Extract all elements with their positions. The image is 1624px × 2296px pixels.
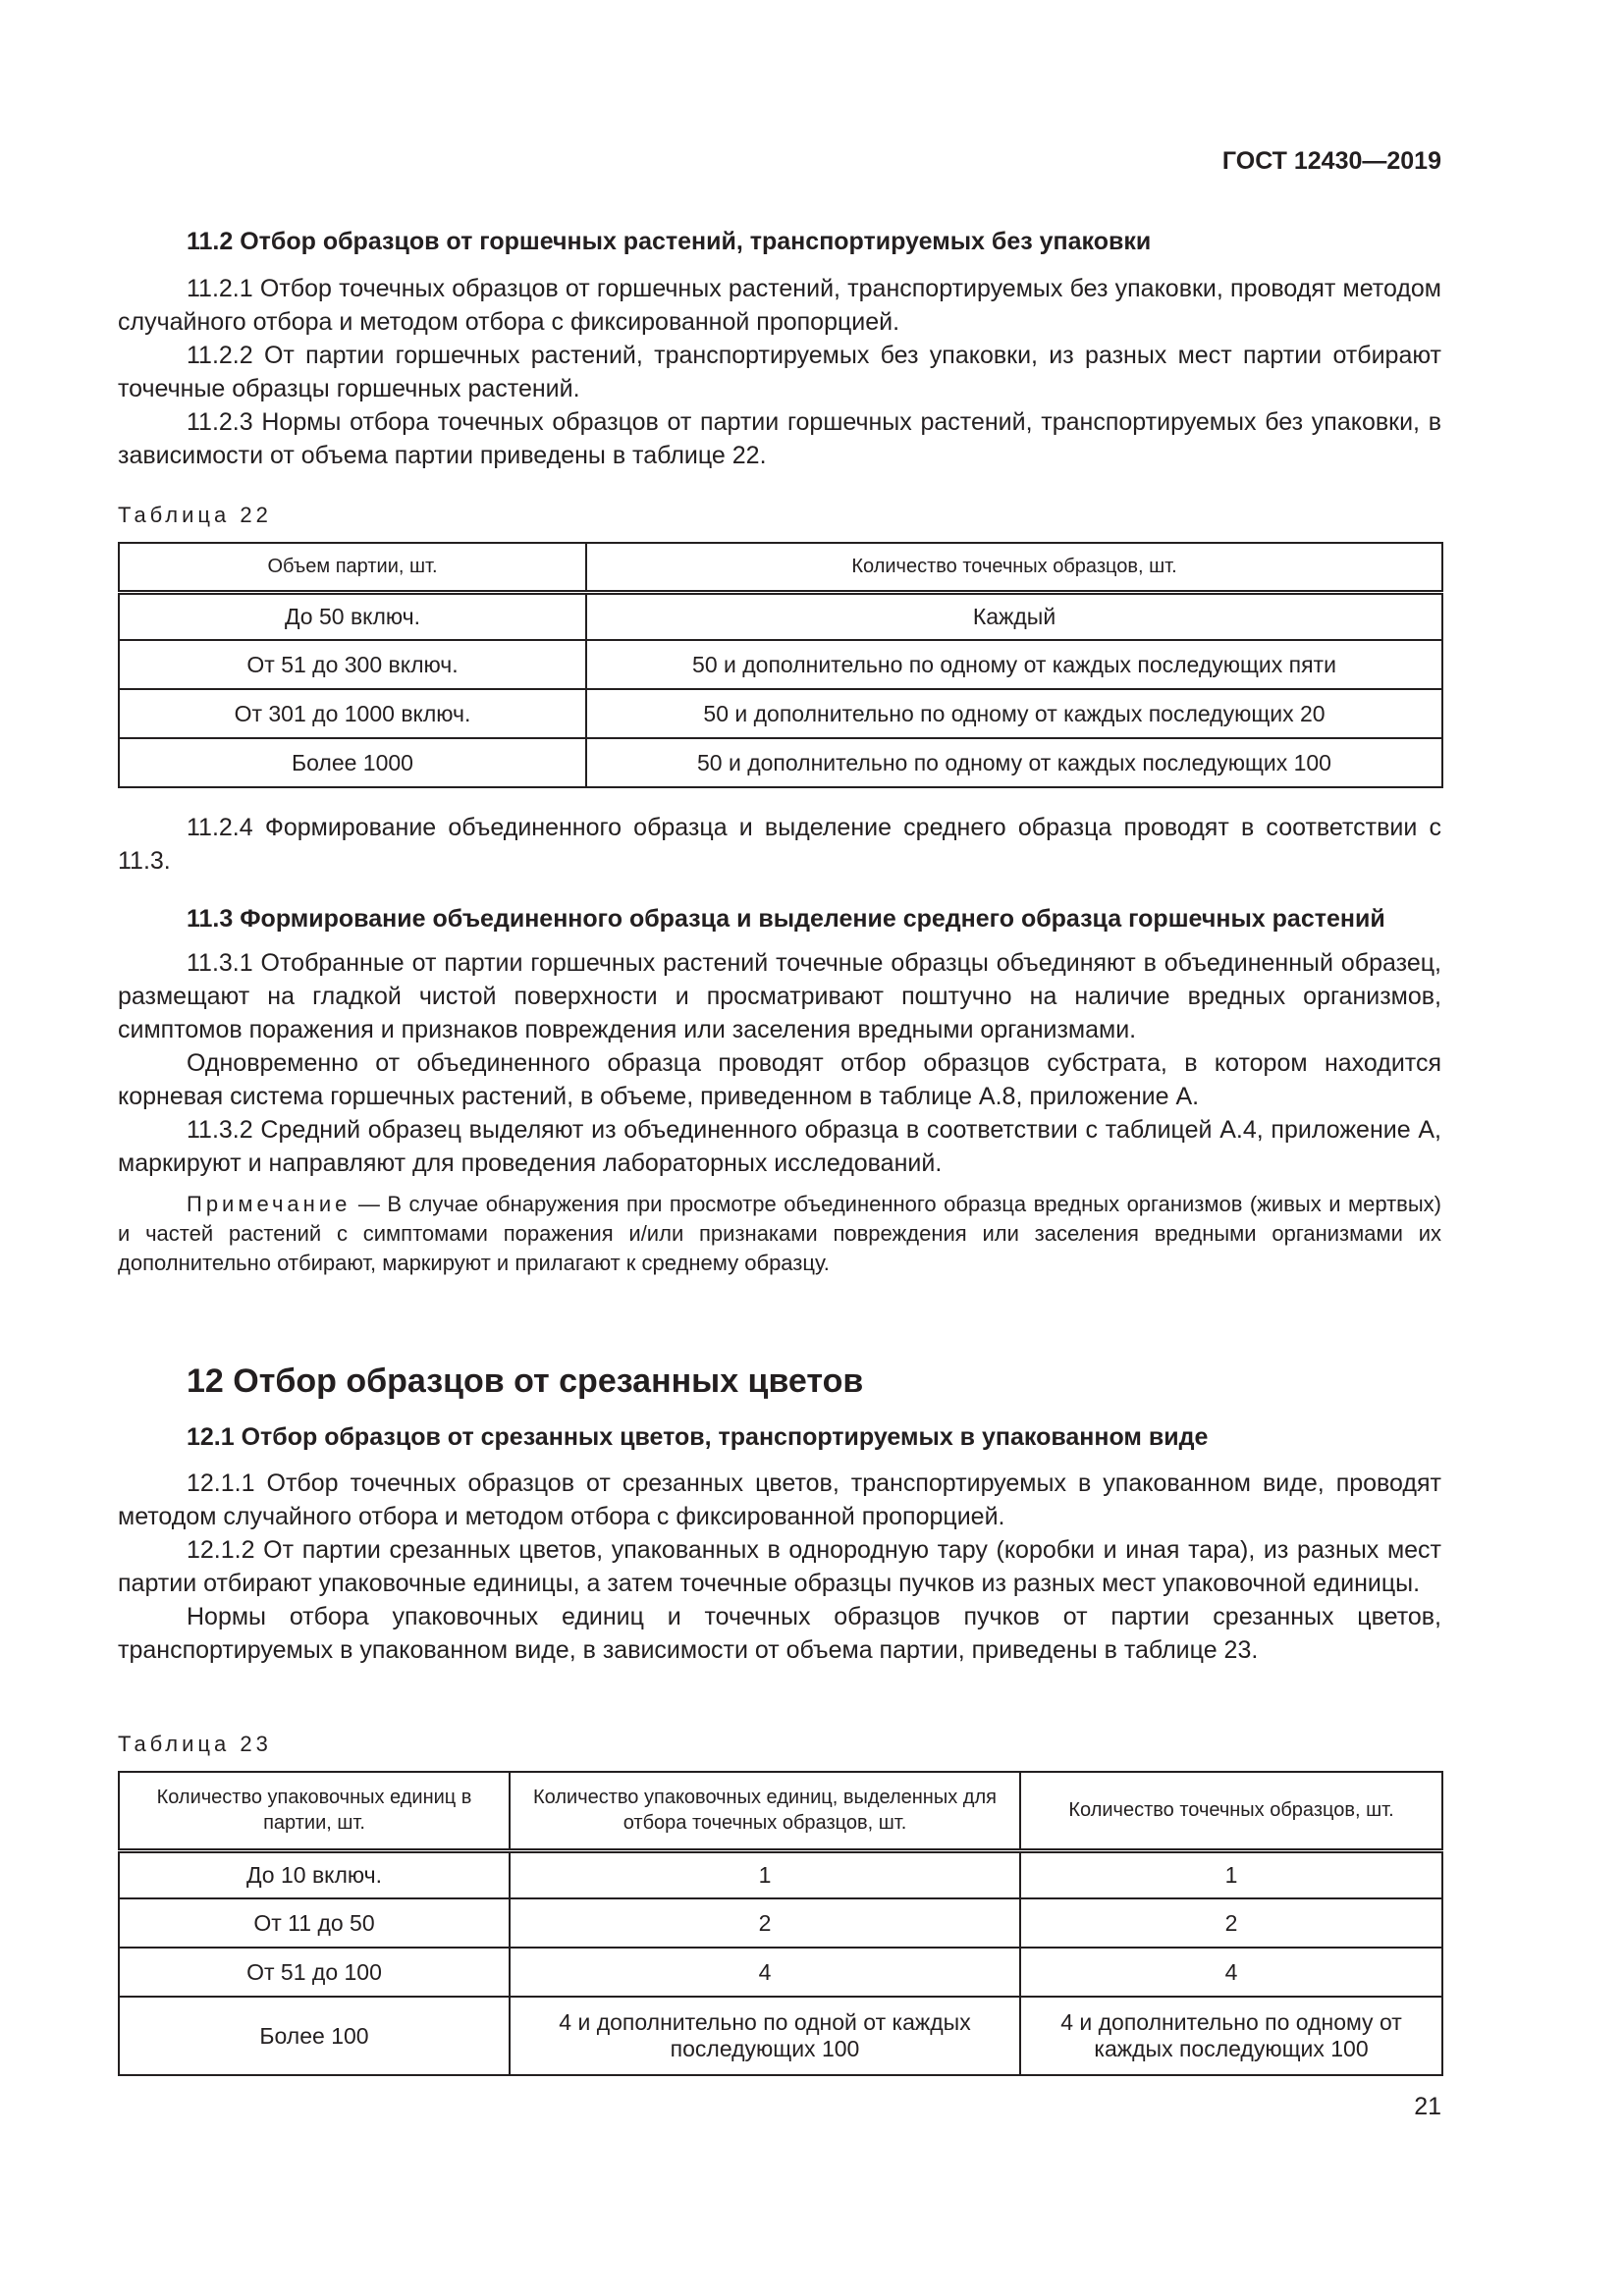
section-heading-11-2: 11.2 Отбор образцов от горшечных растений, транспортируемых без упаковки	[187, 228, 1152, 255]
table-23-cell: Более 100	[119, 1997, 510, 2075]
paragraph-11-3-1b: Одновременно от объединенного образца проводят отбор образцов субстрата, в котором находится корневая система горшечных растений, в объеме, приведенном в таблице А.8, приложение А.	[118, 1049, 1441, 1110]
table-23-cell: 4 и дополнительно по одному от каждых последующих 100	[1020, 1997, 1442, 2075]
section-12	[118, 1361, 1441, 1667]
note	[118, 1190, 1441, 1278]
table-22-cell: Более 1000	[119, 738, 586, 787]
table-23-cell: До 10 включ.	[119, 1850, 510, 1898]
table-22-caption: Таблица 22	[118, 503, 272, 527]
table-22-cell: От 51 до 300 включ.	[119, 640, 586, 689]
table-23-cell: 2	[510, 1898, 1020, 1948]
table-22-cell: 50 и дополнительно по одному от каждых последующих 100	[586, 738, 1442, 787]
paragraph-11-2-1: 11.2.1 Отбор точечных образцов от горшечных растений, транспортируемых без упаковки, проводят методом случайного отбора и методом отбора с фиксированной пропорцией.	[118, 275, 1441, 336]
paragraph-11-2-3: 11.2.3 Нормы отбора точечных образцов от партии горшечных растений, транспортируемых без упаковки, в зависимости от объема партии приведены в таблице 22.	[118, 408, 1441, 469]
table-23-header: Количество упаковочных единиц в партии, шт.	[119, 1772, 510, 1850]
paragraph-11-3-2: 11.3.2 Средний образец выделяют из объединенного образца в соответствии с таблицей А.4, приложение А, маркируют и направляют для проведения лабораторных исследований.	[118, 1116, 1441, 1177]
table-22	[118, 542, 1443, 788]
table-23-cell: 4 и дополнительно по одной от каждых последующих 100	[510, 1997, 1020, 2075]
table-22-cell: От 301 до 1000 включ.	[119, 689, 586, 738]
table-23-caption: Таблица 23	[118, 1732, 272, 1756]
table-22-cell: 50 и дополнительно по одному от каждых последующих пяти	[586, 640, 1442, 689]
table-23	[118, 1771, 1443, 2076]
note-label: Примечание	[187, 1192, 352, 1216]
table-23-cell: 4	[510, 1948, 1020, 1997]
table-22-cell: Каждый	[586, 592, 1442, 640]
table-22-cell: До 50 включ.	[119, 592, 586, 640]
section-11-2	[118, 226, 1441, 472]
paragraph-11-2-4: 11.2.4 Формирование объединенного образца и выделение среднего образца проводят в соответствии с 11.3.	[118, 814, 1441, 875]
table-23-cell: От 51 до 100	[119, 1948, 510, 1997]
table-22-header: Количество точечных образцов, шт.	[586, 543, 1442, 592]
table-22-header: Объем партии, шт.	[119, 543, 586, 592]
table-23-cell: 1	[1020, 1850, 1442, 1898]
page-number: 21	[1414, 2093, 1441, 2120]
section-heading-12: 12 Отбор образцов от срезанных цветов	[187, 1362, 864, 1400]
paragraph-12-1-2b: Нормы отбора упаковочных единиц и точечных образцов пучков от партии срезанных цветов, транспортируемых в упакованном виде, в зависимости от объема партии, приведены в таблице 23.	[118, 1603, 1441, 1664]
table-23-cell: 4	[1020, 1948, 1442, 1997]
section-heading-12-1: 12.1 Отбор образцов от срезанных цветов, транспортируемых в упакованном виде	[187, 1423, 1209, 1451]
table-23-cell: 1	[510, 1850, 1020, 1898]
table-23-cell: От 11 до 50	[119, 1898, 510, 1948]
section-heading-11-3: 11.3 Формирование объединенного образца и выделение среднего образца горшечных растений	[187, 905, 1385, 933]
section-11-3	[118, 903, 1441, 1278]
note-text: — В случае обнаружения при просмотре объединенного образца вредных организмов (живых и мертвых) и частей растений с симптомами поражения и/или признаками повреждения или заселения вредными организмами их дополнительно отбирают, маркируют и прилагают к среднему образцу.	[118, 1192, 1441, 1275]
table-23-header: Количество упаковочных единиц, выделенных для отбора точечных образцов, шт.	[510, 1772, 1020, 1850]
paragraph-12-1-1: 12.1.1 Отбор точечных образцов от срезанных цветов, транспортируемых в упакованном виде, проводят методом случайного отбора и методом отбора с фиксированной пропорцией.	[118, 1469, 1441, 1530]
section-11-2-4	[118, 811, 1441, 878]
table-23-header: Количество точечных образцов, шт.	[1020, 1772, 1442, 1850]
paragraph-12-1-2: 12.1.2 От партии срезанных цветов, упакованных в однородную тару (коробки и иная тара), из разных мест партии отбирают упаковочные единицы, а затем точечные образцы пучков из разных мест упаковочной единицы.	[118, 1536, 1441, 1597]
paragraph-11-3-1: 11.3.1 Отобранные от партии горшечных растений точечные образцы объединяют в объединенный образец, размещают на гладкой чистой поверхности и просматривают поштучно на наличие вредных организмов, симптомов поражения и признаков повреждения или заселения вредными организмами.	[118, 949, 1441, 1043]
document-code: ГОСТ 12430—2019	[1221, 147, 1441, 175]
table-22-cell: 50 и дополнительно по одному от каждых последующих 20	[586, 689, 1442, 738]
table-23-cell: 2	[1020, 1898, 1442, 1948]
paragraph-11-2-2: 11.2.2 От партии горшечных растений, транспортируемых без упаковки, из разных мест партии отбирают точечные образцы горшечных растений.	[118, 342, 1441, 402]
